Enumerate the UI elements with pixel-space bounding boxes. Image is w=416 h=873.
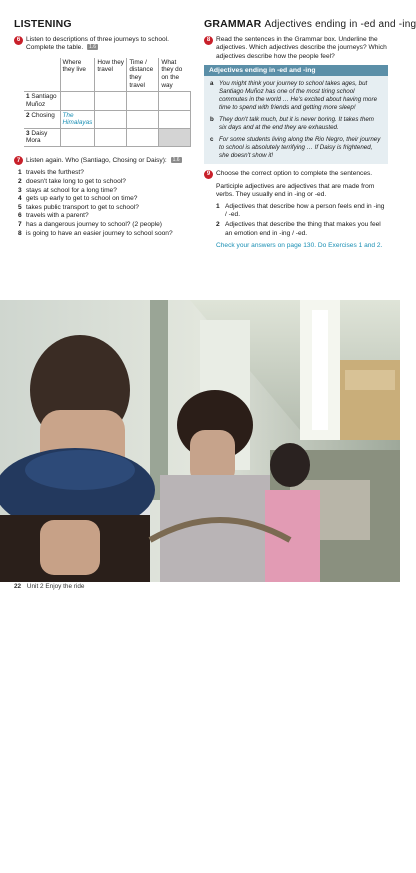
answer-cell[interactable] — [60, 128, 95, 146]
exercise-number: 9 — [204, 170, 213, 179]
column-header: How they travel — [95, 58, 127, 92]
exercise-7 — [14, 157, 192, 166]
listening-section — [14, 18, 192, 238]
list-item: 5 takes public transport to get to school? — [18, 203, 139, 211]
table-row — [24, 92, 191, 110]
table-header-row — [24, 58, 191, 92]
list-item: 7 has a dangerous journey to school? (2 people) — [18, 220, 162, 228]
exercise-number: 8 — [204, 36, 213, 45]
exercise-7-instruction: Listen again. Who (Santiago, Chosing or Daisy): — [26, 156, 167, 164]
exercise-6 — [14, 36, 192, 53]
listening-heading: LISTENING — [14, 18, 72, 30]
page-number: 22 — [14, 583, 22, 590]
exercise-number: 7 — [14, 156, 23, 165]
list-item: 2 doesn't take long to get to school? — [18, 177, 126, 185]
page-footer — [14, 583, 84, 590]
answer-cell[interactable] — [60, 92, 95, 110]
row-label: 2 Chosing — [24, 110, 60, 128]
column-header: Where they live — [60, 58, 95, 92]
answer-cell[interactable] — [159, 110, 191, 128]
grammar-example: c For some students living along the Rio Negro, their journey to school is absolutely terrifying … If Daisy is frightened, she doesn't show it! — [210, 136, 381, 160]
answer-cell[interactable] — [159, 92, 191, 110]
list-item: 6 travels with a parent? — [18, 212, 89, 220]
answer-cell[interactable] — [95, 92, 127, 110]
rule-intro: Participle adjectives are adjectives that are made from verbs. They usually end in -ing or -ed. — [216, 182, 375, 199]
journeys-table — [24, 58, 191, 147]
list-item: 2 Adjectives that describe the thing that makes you feel an emotion end in -ing / -ed. — [216, 221, 381, 237]
audio-track-badge[interactable]: 1.6 — [172, 156, 180, 163]
grammar-example: a You might think your journey to school takes ages, but Santiago Muñoz has one of the most tiring school commutes in the world … He's excited about having more time to spend with friends and getting more sleep! — [210, 80, 378, 112]
row-label: 3 Daisy Mora — [24, 128, 60, 146]
list-item: 3 stays at school for a long time? — [18, 186, 117, 194]
exercise-6-instruction: Listen to descriptions of three journeys to school. Complete the table. — [26, 36, 169, 52]
column-header: What they do on the way — [159, 58, 191, 92]
rule-list — [216, 203, 388, 239]
example-answer-cell: The Himalayas — [60, 110, 95, 128]
column-header: Time / distance they travel — [127, 58, 159, 92]
answer-cell[interactable] — [95, 128, 127, 146]
grammar-subheading: Adjectives ending in -ed and -ing — [264, 19, 416, 30]
row-label: 1 Santiago Muñoz — [24, 92, 60, 110]
shaded-cell — [159, 128, 191, 146]
exercise-9 — [204, 170, 388, 179]
grammar-box — [204, 65, 388, 164]
question-list — [18, 169, 192, 238]
table-row — [24, 110, 191, 128]
answer-cell[interactable] — [127, 128, 159, 146]
list-item: 8 is going to have an easier journey to school soon? — [18, 229, 173, 237]
unit-title: Enjoy the ride — [45, 583, 85, 590]
list-item: 1 travels the furthest? — [18, 169, 84, 177]
unit-label: Unit 2 — [26, 583, 44, 590]
answer-cell[interactable] — [127, 110, 159, 128]
list-item: 1 Adjectives that describe how a person feels end in -ing / -ed. — [216, 202, 385, 218]
audio-track-badge[interactable]: 1.6 — [89, 44, 96, 51]
answer-cell[interactable] — [127, 92, 159, 110]
exercise-9-instruction: Choose the correct option to complete the sentences. — [216, 170, 373, 178]
grammar-box-title: Adjectives ending in -ed and -ing — [204, 65, 388, 76]
table-corner — [24, 58, 60, 92]
grammar-box-body — [204, 76, 388, 164]
photo-caption: Students on the train in Kyoto, Japan. — [203, 858, 270, 872]
grammar-example: b They don't talk much, but it is never boring. It takes them six days and at the end they are exhausted. — [210, 116, 374, 132]
exercise-number: 6 — [14, 36, 23, 45]
exercise-8 — [204, 36, 388, 61]
check-answers-link[interactable]: Check your answers on page 130. Do Exercises 1 and 2. — [216, 242, 383, 250]
exercise-8-instruction: Read the sentences in the Grammar box. Underline the adjectives. Which adjectives describe the journeys? Which adjectives describe how the people feel? — [216, 36, 387, 60]
table-row — [24, 128, 191, 146]
answer-cell[interactable] — [95, 110, 127, 128]
list-item: 4 gets up early to get to school on time? — [18, 195, 138, 203]
grammar-section — [204, 18, 416, 251]
grammar-heading: GRAMMAR Adjectives ending in -ed and -ing — [204, 18, 416, 30]
